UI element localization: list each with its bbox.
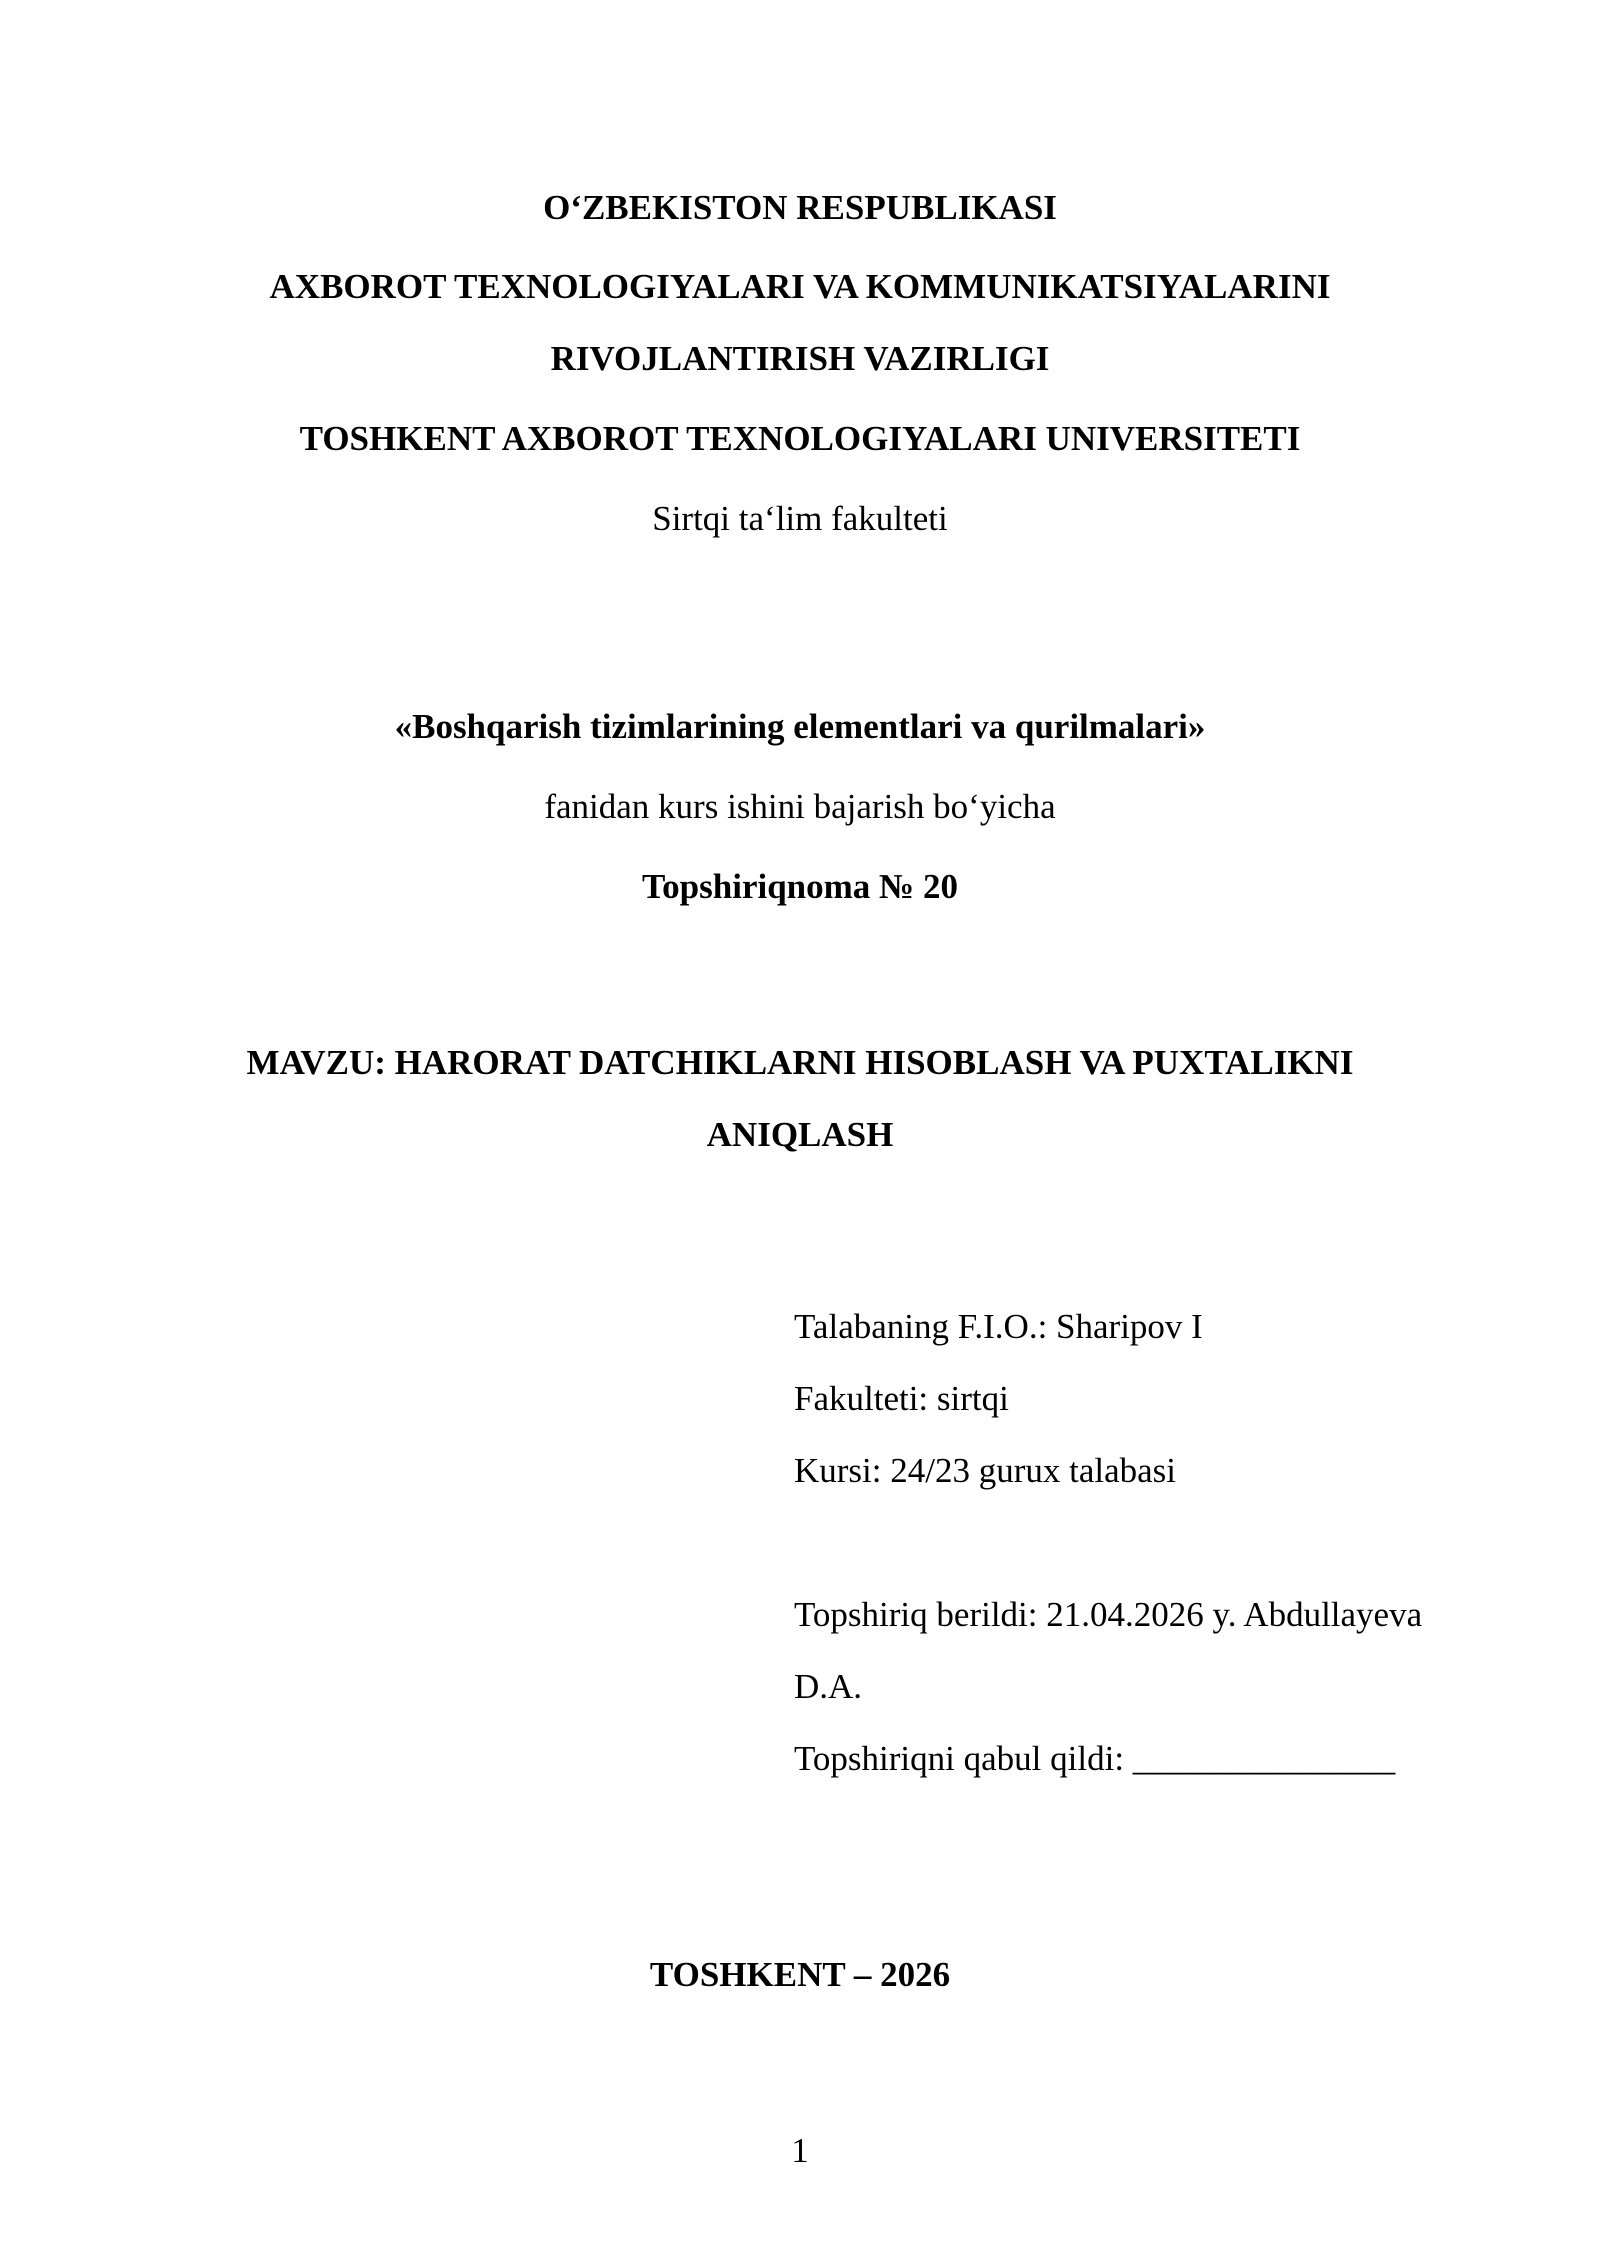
student-name: Talabaning F.I.O.: Sharipov I	[794, 1307, 1203, 1346]
faculty-label: Sirtqi ta‘lim fakulteti	[652, 499, 948, 538]
ministry-heading-line2: RIVOJLANTIRISH VAZIRLIGI	[550, 339, 1050, 378]
ministry-heading-line1: AXBOROT TEXNOLOGIYALARI VA KOMMUNIKATSIYALARINI	[269, 267, 1331, 306]
assignment-accepted: Topshiriqni qabul qildi: _______________	[794, 1739, 1396, 1778]
assignment-given-line1: Topshiriq berildi: 21.04.2026 y. Abdullayeva	[794, 1595, 1423, 1634]
student-course: Kursi: 24/23 gurux talabasi	[794, 1451, 1177, 1490]
topic-line2: ANIQLASH	[706, 1115, 894, 1154]
course-subtitle: fanidan kurs ishini bajarish bo‘yicha	[544, 787, 1056, 826]
course-subject: «Boshqarish tizimlarining elementlari va qurilmalari»	[394, 707, 1206, 746]
topic-line1: MAVZU: HARORAT DATCHIKLARNI HISOBLASH VA PUXTALIKNI	[246, 1043, 1354, 1082]
city-year: TOSHKENT – 2026	[649, 1955, 951, 1994]
assignment-given-line2: D.A.	[794, 1667, 863, 1706]
republic-heading: O‘ZBEKISTON RESPUBLIKASI	[543, 188, 1057, 227]
assignment-number: Topshiriqnoma № 20	[642, 867, 958, 906]
page-number: 1	[791, 2131, 809, 2170]
student-faculty: Fakulteti: sirtqi	[794, 1379, 1009, 1418]
university-heading: TOSHKENT AXBOROT TEXNOLOGIYALARI UNIVERSITETI	[299, 419, 1301, 458]
